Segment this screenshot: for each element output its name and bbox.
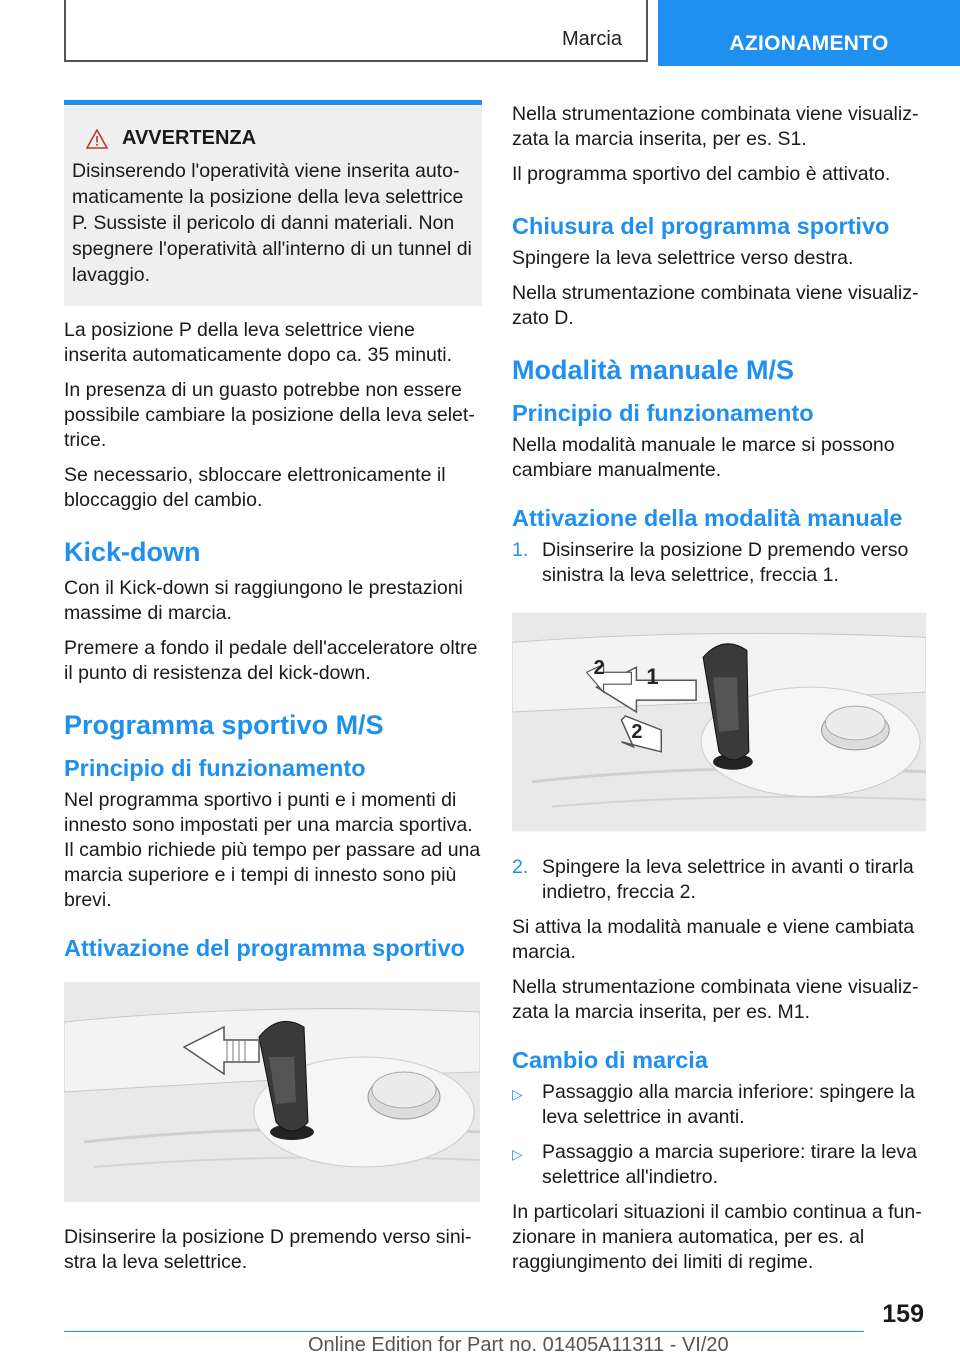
header-frame xyxy=(64,0,648,62)
step-number: 1. xyxy=(512,539,529,561)
heading-cambio-marcia: Cambio di marcia xyxy=(512,1047,708,1073)
warning-title-text: AVVERTENZA xyxy=(122,127,257,149)
manual-mode-illustration xyxy=(512,612,926,832)
figure-label-2: 2 xyxy=(593,657,605,680)
step-number: 2. xyxy=(512,856,529,878)
bullet-text: Passaggio alla marcia inferiore: spingere la leva selettrice in avanti. xyxy=(542,1081,915,1128)
header-chapter-tab: AZIONAMENTO xyxy=(658,0,960,66)
bullet-item xyxy=(512,1140,924,1190)
heading-chiusura: Chiusura del programma sportivo xyxy=(512,213,890,239)
heading-programma-sportivo: Programma sportivo M/S xyxy=(64,710,384,740)
right-column xyxy=(512,102,924,1285)
heading-modalita-manuale: Modalità manuale M/S xyxy=(512,355,795,385)
paragraph: Spingere la leva selettrice verso destra. xyxy=(512,247,854,269)
numbered-step xyxy=(512,855,924,905)
paragraph: In particolari situazioni il cambio continua a funzionare in maniera automatica, per es. al raggiungimento dei limiti di regime. xyxy=(512,1201,922,1273)
paragraph: Nella strumentazione combinata viene visualizzato D. xyxy=(512,282,919,329)
warning-box xyxy=(64,100,482,306)
paragraph: In presenza di un guasto potrebbe non essere possibile cambiare la posizione della leva selettrice. xyxy=(64,379,475,451)
numbered-step xyxy=(512,538,924,588)
figure-label-1: 1 xyxy=(646,664,659,690)
triangle-bullet-icon: ▷ xyxy=(512,1146,523,1162)
step-text: Disinserire la posizione D premendo verso sinistra la leva selettrice, freccia 1. xyxy=(542,539,909,586)
step-text: Spingere la leva selettrice in avanti o tirarla indietro, freccia 2. xyxy=(542,856,914,903)
heading-attivazione-manuale: Attivazione della modalità manuale xyxy=(512,505,903,531)
figure-caption: Disinserire la posizione D premendo verso sinistra la leva selettrice. xyxy=(64,1226,472,1273)
paragraph: Nella strumentazione combinata viene visualizzata la marcia inserita, per es. S1. xyxy=(512,103,919,150)
warning-title xyxy=(86,127,474,150)
bullet-item xyxy=(512,1080,924,1130)
gear-selector-illustration xyxy=(64,982,480,1202)
figure-label-2b: 2 xyxy=(631,720,643,743)
left-column xyxy=(64,100,482,1285)
paragraph: Il programma sportivo del cambio è attivato. xyxy=(512,163,891,185)
triangle-bullet-icon: ▷ xyxy=(512,1086,523,1102)
warning-triangle-icon xyxy=(86,129,108,149)
heading-principio: Principio di funzionamento xyxy=(64,755,366,781)
paragraph: Nella strumentazione combinata viene visualizzata la marcia inserita, per es. M1. xyxy=(512,976,919,1023)
footer-edition: Online Edition for Part no. 01405A11311 - VI/20 xyxy=(308,1334,729,1356)
header-section-title: Marcia xyxy=(561,28,622,50)
paragraph: Si attiva la modalità manuale e viene cambiata marcia. xyxy=(512,916,915,963)
paragraph: Con il Kick-down si raggiungono le prestazioni massime di marcia. xyxy=(64,577,463,624)
heading-principio: Principio di funzionamento xyxy=(512,400,814,426)
bullet-text: Passaggio a marcia superiore: tirare la leva selettrice all'indietro. xyxy=(542,1141,918,1188)
paragraph: La posizione P della leva selettrice viene inserita automaticamente dopo ca. 35 minuti. xyxy=(64,319,453,366)
paragraph: Premere a fondo il pedale dell'acceleratore oltre il punto di resistenza del kick-down. xyxy=(64,637,478,684)
footer-rule xyxy=(64,1331,864,1332)
paragraph: Nella modalità manuale le marce si possono cambiare manualmente. xyxy=(512,434,895,481)
page-number: 159 xyxy=(882,1300,924,1328)
paragraph: Nel programma sportivo i punti e i momenti di innesto sono impostati per una marcia sportiva. Il cambio richiede più tempo per passare ad una marcia superiore e i tempi di innesto sono più brevi. xyxy=(64,789,481,911)
paragraph: Se necessario, sbloccare elettronicamente il bloccaggio del cambio. xyxy=(64,464,446,511)
heading-attivazione-sportivo: Attivazione del programma sportivo xyxy=(64,935,465,961)
heading-kick-down: Kick-down xyxy=(64,537,201,567)
warning-text: Disinserendo l'operatività viene inserita automaticamente la posizione della leva selettrice P. Sussiste il pericolo di danni materiali. Non spegnere l'operatività all'interno di un tunnel di lavaggio. xyxy=(72,160,472,286)
